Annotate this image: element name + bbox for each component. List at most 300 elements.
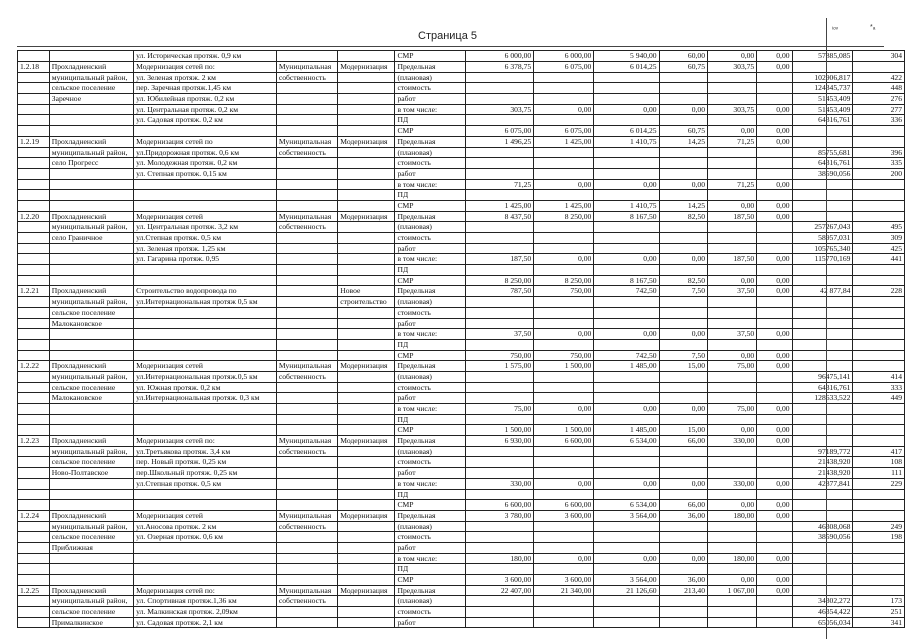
federal-budget-cell: 3 564,00 bbox=[594, 575, 659, 586]
total-cost-cell bbox=[466, 371, 534, 382]
reference-cost-cell: 46308,068 bbox=[792, 521, 853, 532]
row-number-cell bbox=[18, 393, 50, 404]
district-name-cell bbox=[49, 489, 133, 500]
length-cell: 173 bbox=[853, 596, 905, 607]
object-description-cell bbox=[134, 307, 277, 318]
reference-cost-cell bbox=[792, 126, 853, 137]
subtotal-cell bbox=[534, 457, 594, 468]
ownership-cell: Муниципальная bbox=[276, 136, 337, 147]
total-cost-cell bbox=[466, 339, 534, 350]
republic-budget-cell: 60,00 bbox=[659, 51, 707, 62]
extra-budget-cell: 0,00 bbox=[757, 350, 792, 361]
subtotal-cell bbox=[534, 243, 594, 254]
federal-budget-cell bbox=[594, 94, 659, 105]
total-cost-cell: 6 378,75 bbox=[466, 62, 534, 73]
district-name-cell bbox=[49, 478, 133, 489]
row-number-cell bbox=[18, 254, 50, 265]
republic-budget-cell: 66,00 bbox=[659, 500, 707, 511]
republic-budget-cell bbox=[659, 446, 707, 457]
work-type-cell: Модернизация bbox=[338, 211, 395, 222]
row-number-cell bbox=[18, 275, 50, 286]
federal-budget-cell bbox=[594, 521, 659, 532]
local-budget-cell: 0,00 bbox=[708, 350, 757, 361]
local-budget-cell bbox=[708, 371, 757, 382]
federal-budget-cell: 0,00 bbox=[594, 254, 659, 265]
federal-budget-cell bbox=[594, 607, 659, 618]
reference-cost-cell bbox=[792, 190, 853, 201]
length-cell: 304 bbox=[853, 51, 905, 62]
district-name-cell: муниципальный район, bbox=[49, 371, 133, 382]
table-row bbox=[18, 478, 905, 489]
local-budget-cell bbox=[708, 521, 757, 532]
work-type-cell bbox=[338, 72, 395, 83]
federal-budget-cell bbox=[594, 532, 659, 543]
reference-cost-cell bbox=[792, 200, 853, 211]
object-description-cell: ул. Гагарина протяж. 0,95 bbox=[134, 254, 277, 265]
local-budget-cell: 0,00 bbox=[708, 51, 757, 62]
federal-budget-cell bbox=[594, 339, 659, 350]
ownership-cell bbox=[276, 468, 337, 479]
total-cost-cell: 1 575,00 bbox=[466, 361, 534, 372]
table-row bbox=[18, 489, 905, 500]
indicator-cell: работ bbox=[395, 468, 466, 479]
row-number-cell bbox=[18, 83, 50, 94]
subtotal-cell bbox=[534, 542, 594, 553]
republic-budget-cell bbox=[659, 115, 707, 126]
row-number-cell bbox=[18, 521, 50, 532]
work-type-cell bbox=[338, 468, 395, 479]
work-type-cell bbox=[338, 382, 395, 393]
work-type-cell bbox=[338, 553, 395, 564]
right-margin-rule bbox=[826, 18, 827, 639]
work-type-cell bbox=[338, 168, 395, 179]
local-budget-cell: 180,00 bbox=[708, 553, 757, 564]
district-name-cell: сельское поселение bbox=[49, 83, 133, 94]
extra-budget-cell bbox=[757, 265, 792, 276]
local-budget-cell: 37,50 bbox=[708, 286, 757, 297]
extra-budget-cell bbox=[757, 168, 792, 179]
extra-budget-cell: 0,00 bbox=[757, 211, 792, 222]
reference-cost-cell: 21438,920 bbox=[792, 468, 853, 479]
subtotal-cell bbox=[534, 596, 594, 607]
row-number-cell bbox=[18, 617, 50, 628]
margin-mark: ᵢₒᵥ bbox=[832, 24, 838, 31]
total-cost-cell bbox=[466, 147, 534, 158]
length-cell bbox=[853, 553, 905, 564]
extra-budget-cell bbox=[757, 446, 792, 457]
object-description-cell: Модернизация сетей по: bbox=[134, 62, 277, 73]
row-number-cell bbox=[18, 329, 50, 340]
local-budget-cell: 0,00 bbox=[708, 126, 757, 137]
table-row bbox=[18, 371, 905, 382]
local-budget-cell: 0,00 bbox=[708, 275, 757, 286]
reference-cost-cell: 42877,841 bbox=[792, 478, 853, 489]
work-type-cell bbox=[338, 254, 395, 265]
district-name-cell: сельское поселение bbox=[49, 457, 133, 468]
length-cell bbox=[853, 275, 905, 286]
object-description-cell bbox=[134, 126, 277, 137]
length-cell bbox=[853, 489, 905, 500]
indicator-cell: в том числе: bbox=[395, 404, 466, 415]
object-description-cell: ул. Центральная протяж. 3,2 км bbox=[134, 222, 277, 233]
local-budget-cell: 303,75 bbox=[708, 62, 757, 73]
ownership-cell bbox=[276, 553, 337, 564]
table-row bbox=[18, 350, 905, 361]
reference-cost-cell bbox=[792, 436, 853, 447]
length-cell: 108 bbox=[853, 457, 905, 468]
length-cell: 448 bbox=[853, 83, 905, 94]
republic-budget-cell: 15,00 bbox=[659, 425, 707, 436]
subtotal-cell bbox=[534, 532, 594, 543]
local-budget-cell: 330,00 bbox=[708, 478, 757, 489]
reference-cost-cell bbox=[792, 136, 853, 147]
total-cost-cell: 6 930,00 bbox=[466, 436, 534, 447]
republic-budget-cell bbox=[659, 457, 707, 468]
district-name-cell: Прохладненский bbox=[49, 436, 133, 447]
federal-budget-cell bbox=[594, 190, 659, 201]
row-number-cell: 1.2.18 bbox=[18, 62, 50, 73]
subtotal-cell: 1 500,00 bbox=[534, 361, 594, 372]
district-name-cell bbox=[49, 51, 133, 62]
row-number-cell bbox=[18, 478, 50, 489]
district-name-cell: муниципальный район, bbox=[49, 72, 133, 83]
object-description-cell: пер. Заречная протяж.1,45 км bbox=[134, 83, 277, 94]
table-row bbox=[18, 104, 905, 115]
row-number-cell bbox=[18, 72, 50, 83]
work-type-cell bbox=[338, 457, 395, 468]
length-cell bbox=[853, 179, 905, 190]
republic-budget-cell bbox=[659, 607, 707, 618]
extra-budget-cell: 0,00 bbox=[757, 575, 792, 586]
length-cell: 229 bbox=[853, 478, 905, 489]
federal-budget-cell bbox=[594, 307, 659, 318]
total-cost-cell bbox=[466, 446, 534, 457]
republic-budget-cell: 60,75 bbox=[659, 62, 707, 73]
ownership-cell: Муниципальная bbox=[276, 361, 337, 372]
indicator-cell: (плановая) bbox=[395, 371, 466, 382]
row-number-cell bbox=[18, 607, 50, 618]
district-name-cell: сельское поселение bbox=[49, 607, 133, 618]
object-description-cell bbox=[134, 500, 277, 511]
length-cell bbox=[853, 318, 905, 329]
republic-budget-cell bbox=[659, 147, 707, 158]
work-type-cell bbox=[338, 307, 395, 318]
length-cell: 309 bbox=[853, 233, 905, 244]
extra-budget-cell bbox=[757, 542, 792, 553]
work-type-cell bbox=[338, 564, 395, 575]
reference-cost-cell bbox=[792, 350, 853, 361]
length-cell: 449 bbox=[853, 393, 905, 404]
local-budget-cell bbox=[708, 339, 757, 350]
extra-budget-cell: 0,00 bbox=[757, 510, 792, 521]
subtotal-cell: 6 600,00 bbox=[534, 500, 594, 511]
reference-cost-cell: 65056,034 bbox=[792, 617, 853, 628]
ownership-cell bbox=[276, 104, 337, 115]
total-cost-cell: 75,00 bbox=[466, 404, 534, 415]
reference-cost-cell bbox=[792, 275, 853, 286]
subtotal-cell bbox=[534, 307, 594, 318]
federal-budget-cell: 21 126,60 bbox=[594, 585, 659, 596]
republic-budget-cell: 36,00 bbox=[659, 575, 707, 586]
length-cell bbox=[853, 500, 905, 511]
ownership-cell: собственность bbox=[276, 596, 337, 607]
district-name-cell: Прохладненский bbox=[49, 361, 133, 372]
federal-budget-cell bbox=[594, 393, 659, 404]
row-number-cell bbox=[18, 532, 50, 543]
federal-budget-cell bbox=[594, 222, 659, 233]
district-name-cell: Прохладненский bbox=[49, 62, 133, 73]
republic-budget-cell: 0,00 bbox=[659, 478, 707, 489]
extra-budget-cell: 0,00 bbox=[757, 200, 792, 211]
ownership-cell bbox=[276, 233, 337, 244]
table-row bbox=[18, 158, 905, 169]
local-budget-cell: 71,25 bbox=[708, 136, 757, 147]
total-cost-cell bbox=[466, 617, 534, 628]
reference-cost-cell: 51453,409 bbox=[792, 104, 853, 115]
extra-budget-cell: 0,00 bbox=[757, 478, 792, 489]
work-type-cell bbox=[338, 414, 395, 425]
page-title: Страница 5 bbox=[418, 30, 478, 42]
total-cost-cell: 1 500,00 bbox=[466, 425, 534, 436]
object-description-cell: ул. Озерная протяж. 0,6 км bbox=[134, 532, 277, 543]
ownership-cell bbox=[276, 51, 337, 62]
district-name-cell: Прохладненский bbox=[49, 510, 133, 521]
table-row bbox=[18, 179, 905, 190]
ownership-cell: собственность bbox=[276, 446, 337, 457]
republic-budget-cell bbox=[659, 617, 707, 628]
ownership-cell bbox=[276, 564, 337, 575]
work-type-cell: Модернизация bbox=[338, 436, 395, 447]
republic-budget-cell bbox=[659, 532, 707, 543]
federal-budget-cell: 0,00 bbox=[594, 104, 659, 115]
length-cell bbox=[853, 200, 905, 211]
republic-budget-cell bbox=[659, 222, 707, 233]
indicator-cell: (плановая) bbox=[395, 596, 466, 607]
table-row bbox=[18, 297, 905, 308]
extra-budget-cell bbox=[757, 307, 792, 318]
indicator-cell: стоимость bbox=[395, 233, 466, 244]
total-cost-cell bbox=[466, 489, 534, 500]
federal-budget-cell: 5 940,00 bbox=[594, 51, 659, 62]
length-cell: 277 bbox=[853, 104, 905, 115]
ownership-cell bbox=[276, 158, 337, 169]
table-row bbox=[18, 500, 905, 511]
reference-cost-cell bbox=[792, 489, 853, 500]
total-cost-cell bbox=[466, 297, 534, 308]
federal-budget-cell bbox=[594, 617, 659, 628]
object-description-cell: ул. Малкинская протяж. 2,09км bbox=[134, 607, 277, 618]
subtotal-cell: 1 500,00 bbox=[534, 425, 594, 436]
row-number-cell bbox=[18, 168, 50, 179]
object-description-cell: ул.Интернациональная протяж.0,5 км bbox=[134, 371, 277, 382]
federal-budget-cell bbox=[594, 318, 659, 329]
local-budget-cell bbox=[708, 393, 757, 404]
table-row bbox=[18, 617, 905, 628]
reference-cost-cell bbox=[792, 318, 853, 329]
federal-budget-cell bbox=[594, 233, 659, 244]
table-row bbox=[18, 361, 905, 372]
table-row bbox=[18, 275, 905, 286]
work-type-cell bbox=[338, 521, 395, 532]
indicator-cell: в том числе: bbox=[395, 179, 466, 190]
subtotal-cell: 0,00 bbox=[534, 254, 594, 265]
extra-budget-cell: 0,00 bbox=[757, 179, 792, 190]
subtotal-cell bbox=[534, 158, 594, 169]
total-cost-cell: 787,50 bbox=[466, 286, 534, 297]
local-budget-cell bbox=[708, 489, 757, 500]
extra-budget-cell bbox=[757, 617, 792, 628]
object-description-cell: Модернизация сетей по: bbox=[134, 585, 277, 596]
indicator-cell: стоимость bbox=[395, 457, 466, 468]
length-cell: 276 bbox=[853, 94, 905, 105]
reference-cost-cell bbox=[792, 404, 853, 415]
reference-cost-cell: 115770,169 bbox=[792, 254, 853, 265]
ownership-cell bbox=[276, 393, 337, 404]
district-name-cell bbox=[49, 500, 133, 511]
table-row bbox=[18, 532, 905, 543]
federal-budget-cell bbox=[594, 371, 659, 382]
work-type-cell bbox=[338, 532, 395, 543]
object-description-cell: ул. Юбилейная протяж. 0,2 км bbox=[134, 94, 277, 105]
reference-cost-cell: 85755,681 bbox=[792, 147, 853, 158]
local-budget-cell: 75,00 bbox=[708, 404, 757, 415]
extra-budget-cell: 0,00 bbox=[757, 286, 792, 297]
table-row bbox=[18, 468, 905, 479]
object-description-cell: ул. Центральная протяж. 0,2 км bbox=[134, 104, 277, 115]
local-budget-cell bbox=[708, 382, 757, 393]
length-cell bbox=[853, 542, 905, 553]
reference-cost-cell bbox=[792, 211, 853, 222]
table-row bbox=[18, 51, 905, 62]
district-name-cell bbox=[49, 575, 133, 586]
subtotal-cell bbox=[534, 115, 594, 126]
republic-budget-cell: 82,50 bbox=[659, 275, 707, 286]
work-type-cell bbox=[338, 104, 395, 115]
total-cost-cell: 37,50 bbox=[466, 329, 534, 340]
ownership-cell: собственность bbox=[276, 147, 337, 158]
length-cell: 249 bbox=[853, 521, 905, 532]
federal-budget-cell: 6 534,00 bbox=[594, 436, 659, 447]
work-type-cell bbox=[338, 446, 395, 457]
district-name-cell bbox=[49, 553, 133, 564]
row-number-cell bbox=[18, 200, 50, 211]
ownership-cell bbox=[276, 200, 337, 211]
district-name-cell bbox=[49, 329, 133, 340]
local-budget-cell bbox=[708, 94, 757, 105]
work-type-cell bbox=[338, 83, 395, 94]
subtotal-cell: 6 000,00 bbox=[534, 51, 594, 62]
indicator-cell: ПД bbox=[395, 265, 466, 276]
length-cell bbox=[853, 136, 905, 147]
work-type-cell bbox=[338, 500, 395, 511]
republic-budget-cell bbox=[659, 168, 707, 179]
ownership-cell: Муниципальная bbox=[276, 62, 337, 73]
federal-budget-cell: 8 167,50 bbox=[594, 275, 659, 286]
table-row bbox=[18, 510, 905, 521]
local-budget-cell: 187,50 bbox=[708, 254, 757, 265]
total-cost-cell: 6 000,00 bbox=[466, 51, 534, 62]
extra-budget-cell: 0,00 bbox=[757, 126, 792, 137]
local-budget-cell bbox=[708, 72, 757, 83]
local-budget-cell bbox=[708, 318, 757, 329]
table-row bbox=[18, 211, 905, 222]
row-number-cell: 1.2.23 bbox=[18, 436, 50, 447]
total-cost-cell bbox=[466, 265, 534, 276]
local-budget-cell: 1 067,00 bbox=[708, 585, 757, 596]
length-cell: 396 bbox=[853, 147, 905, 158]
local-budget-cell bbox=[708, 233, 757, 244]
total-cost-cell: 1 496,25 bbox=[466, 136, 534, 147]
ownership-cell bbox=[276, 318, 337, 329]
table-row bbox=[18, 72, 905, 83]
row-number-cell: 1.2.25 bbox=[18, 585, 50, 596]
republic-budget-cell bbox=[659, 265, 707, 276]
reference-cost-cell bbox=[792, 564, 853, 575]
total-cost-cell bbox=[466, 596, 534, 607]
federal-budget-cell: 1 410,75 bbox=[594, 200, 659, 211]
republic-budget-cell bbox=[659, 382, 707, 393]
total-cost-cell: 8 437,50 bbox=[466, 211, 534, 222]
federal-budget-cell bbox=[594, 297, 659, 308]
district-name-cell: муниципальный район, bbox=[49, 147, 133, 158]
republic-budget-cell: 14,25 bbox=[659, 136, 707, 147]
indicator-cell: СМР bbox=[395, 500, 466, 511]
reference-cost-cell: 96475,141 bbox=[792, 371, 853, 382]
table-row bbox=[18, 521, 905, 532]
table-row bbox=[18, 318, 905, 329]
federal-budget-cell bbox=[594, 83, 659, 94]
ownership-cell: Муниципальная bbox=[276, 585, 337, 596]
total-cost-cell bbox=[466, 382, 534, 393]
length-cell: 425 bbox=[853, 243, 905, 254]
indicator-cell: работ bbox=[395, 393, 466, 404]
ownership-cell bbox=[276, 190, 337, 201]
total-cost-cell bbox=[466, 307, 534, 318]
ownership-cell bbox=[276, 542, 337, 553]
indicator-cell: работ bbox=[395, 243, 466, 254]
table-row bbox=[18, 243, 905, 254]
ownership-cell: собственность bbox=[276, 371, 337, 382]
local-budget-cell bbox=[708, 243, 757, 254]
object-description-cell: Модернизация сетей bbox=[134, 211, 277, 222]
object-description-cell: ул. Спортивная протяж.1,36 км bbox=[134, 596, 277, 607]
length-cell bbox=[853, 350, 905, 361]
district-name-cell bbox=[49, 350, 133, 361]
indicator-cell: (плановая) bbox=[395, 446, 466, 457]
subtotal-cell: 0,00 bbox=[534, 478, 594, 489]
row-number-cell bbox=[18, 575, 50, 586]
federal-budget-cell bbox=[594, 168, 659, 179]
object-description-cell bbox=[134, 265, 277, 276]
ownership-cell bbox=[276, 607, 337, 618]
local-budget-cell bbox=[708, 222, 757, 233]
table-row bbox=[18, 254, 905, 265]
federal-budget-cell bbox=[594, 564, 659, 575]
local-budget-cell bbox=[708, 307, 757, 318]
extra-budget-cell bbox=[757, 382, 792, 393]
object-description-cell: ул.Степная протяж. 0,5 км bbox=[134, 478, 277, 489]
object-description-cell: Модернизация сетей по: bbox=[134, 436, 277, 447]
total-cost-cell bbox=[466, 318, 534, 329]
length-cell: 417 bbox=[853, 446, 905, 457]
reference-cost-cell: 42 877,84 bbox=[792, 286, 853, 297]
indicator-cell: в том числе: bbox=[395, 254, 466, 265]
subtotal-cell bbox=[534, 318, 594, 329]
row-number-cell: 1.2.20 bbox=[18, 211, 50, 222]
row-number-cell bbox=[18, 147, 50, 158]
subtotal-cell bbox=[534, 468, 594, 479]
extra-budget-cell bbox=[757, 222, 792, 233]
